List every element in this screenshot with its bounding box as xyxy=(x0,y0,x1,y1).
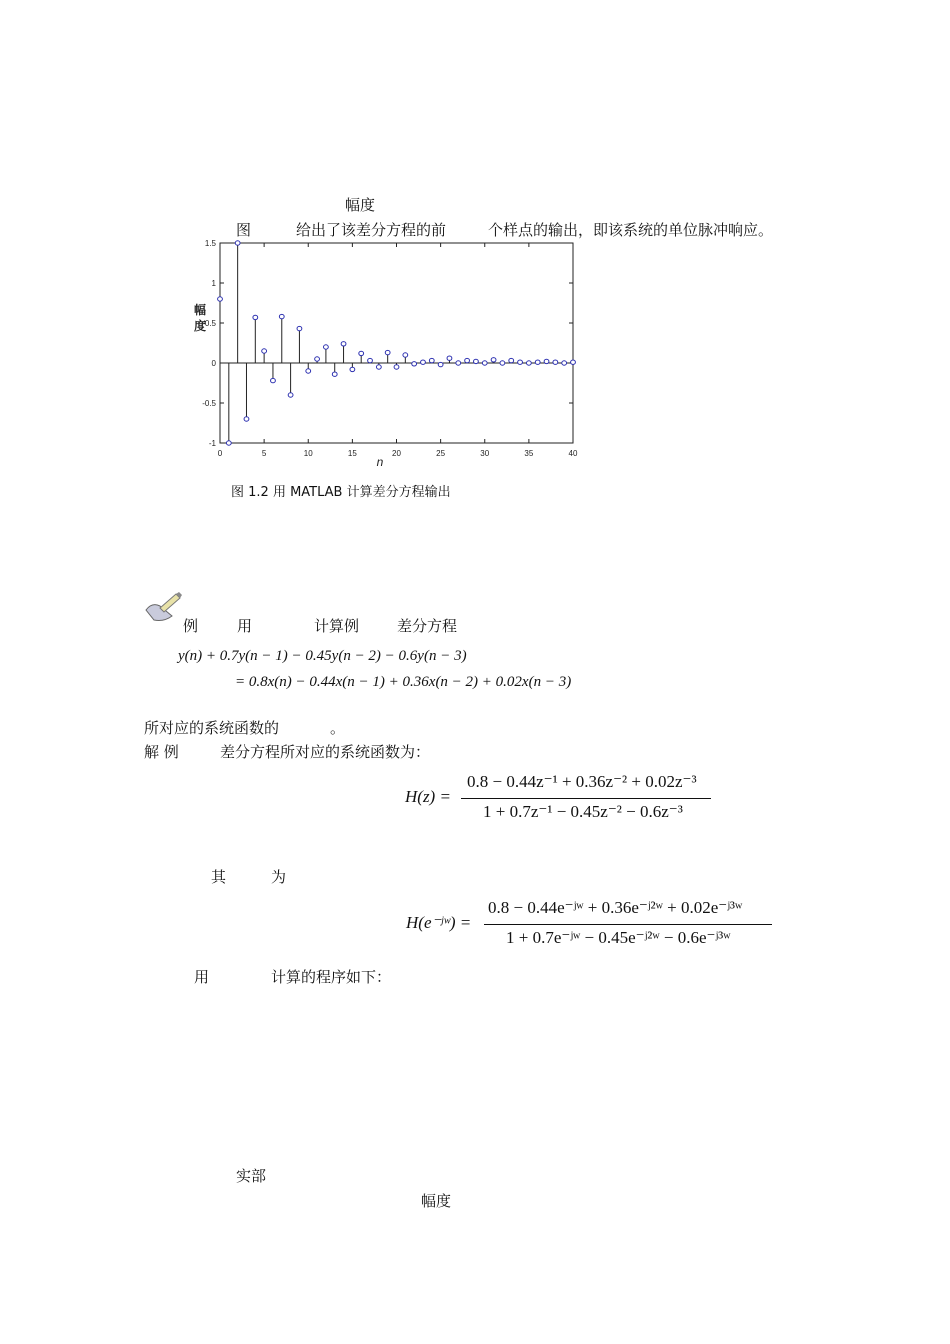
x-tick-label: 25 xyxy=(436,449,446,458)
x-tick-label: 10 xyxy=(303,449,313,458)
stem-marker xyxy=(288,393,293,397)
stem-marker xyxy=(500,361,505,365)
stem-marker xyxy=(244,417,249,421)
equation-line1: y(n) + 0.7y(n − 1) − 0.45y(n − 2) − 0.6y(n − 3) xyxy=(178,648,467,664)
stem-marker xyxy=(271,378,276,382)
stem-marker xyxy=(279,314,284,318)
stem-marker xyxy=(553,360,558,364)
hw-denominator: 1 + 0.7e⁻ʲʷ − 0.45e⁻ʲ²ʷ − 0.6e⁻ʲ³ʷ xyxy=(506,928,731,947)
stem-marker xyxy=(403,353,408,357)
top-label: 幅度 xyxy=(345,196,376,214)
program-label: 计算的程序如下： xyxy=(271,968,392,986)
example-calc: 计算例 xyxy=(314,617,360,635)
x-tick-label: 15 xyxy=(347,449,357,458)
hz-formula xyxy=(405,770,715,826)
stem-marker xyxy=(447,356,452,360)
y-tick-label: -0.5 xyxy=(202,399,216,408)
stem-marker xyxy=(235,241,240,245)
intro-part1: 图 xyxy=(236,221,252,239)
stem-marker xyxy=(394,365,399,369)
stem-marker xyxy=(332,372,337,376)
bottom-label: 幅度 xyxy=(421,1192,452,1210)
x-tick-label: 20 xyxy=(392,449,401,458)
stem-marker xyxy=(526,361,531,365)
equation-line2: = 0.8x(n) − 0.44x(n − 1) + 0.36x(n − 2) + 0.02x(n − 3) xyxy=(235,674,572,690)
stem-marker xyxy=(218,297,223,301)
stem-marker xyxy=(376,365,381,369)
x-tick-label: 40 xyxy=(568,449,578,458)
x-axis-label: n xyxy=(376,455,384,469)
stem-marker xyxy=(368,358,373,362)
system-function-line: 所对应的系统函数的 xyxy=(144,719,280,737)
pen-icon xyxy=(142,592,184,630)
svg-text:幅: 幅 xyxy=(194,303,207,317)
x-tick-label: 5 xyxy=(261,449,267,458)
figure-caption: 图 1.2 用 MATLAB 计算差分方程输出 xyxy=(231,485,451,500)
stem-marker xyxy=(297,326,302,330)
stem-marker xyxy=(324,345,329,349)
stem-marker xyxy=(482,361,487,365)
stem-marker xyxy=(350,367,355,371)
stem-marker xyxy=(562,361,567,365)
hz-lhs: H(z) = xyxy=(405,787,451,806)
stem-marker xyxy=(491,358,496,362)
y-tick-label: 0 xyxy=(211,359,216,368)
solution-label: 解 例 xyxy=(144,743,179,761)
y-tick-label: -1 xyxy=(208,439,216,448)
hw-numerator: 0.8 − 0.44e⁻ʲʷ + 0.36e⁻ʲ²ʷ + 0.02e⁻ʲ³ʷ xyxy=(488,898,743,917)
stem-marker xyxy=(306,369,311,373)
wei-label: 为 xyxy=(271,868,287,886)
stem-marker xyxy=(571,360,576,364)
stem-marker xyxy=(359,351,364,355)
stem-marker xyxy=(535,360,540,364)
stem-marker xyxy=(438,362,443,366)
stem-marker xyxy=(385,350,390,354)
stem-marker xyxy=(509,358,514,362)
stem-marker xyxy=(421,360,426,364)
qi-label: 其 xyxy=(211,868,227,886)
stem-marker xyxy=(262,349,267,353)
period-mark: 。 xyxy=(330,719,346,737)
example-use: 用 xyxy=(237,617,253,635)
stem-marker xyxy=(456,361,461,365)
solution-text: 差分方程所对应的系统函数为： xyxy=(220,743,431,761)
hw-formula xyxy=(406,896,776,952)
stem-marker xyxy=(544,359,549,363)
svg-text:度: 度 xyxy=(194,319,207,333)
real-part-label: 实部 xyxy=(236,1167,267,1185)
intro-part3: 个样点的输出，即该系统的单位脉冲响应。 xyxy=(488,221,774,239)
stem-marker xyxy=(465,358,470,362)
example-diff-eq: 差分方程 xyxy=(397,617,458,635)
stem-marker xyxy=(226,441,231,445)
example-label: 例 xyxy=(183,617,199,635)
hw-lhs: H(e⁻ʲʷ) = xyxy=(406,913,472,932)
stem-marker xyxy=(253,315,258,319)
x-tick-label: 0 xyxy=(217,449,223,458)
stem-marker xyxy=(341,342,346,346)
plot-frame xyxy=(220,243,573,443)
y-tick-label: 1.5 xyxy=(204,240,216,248)
hz-denominator: 1 + 0.7z⁻¹ − 0.45z⁻² − 0.6z⁻³ xyxy=(483,802,683,821)
stem-marker xyxy=(474,359,479,363)
y-axis-label xyxy=(194,302,206,333)
stem-marker xyxy=(412,362,417,366)
use-label: 用 xyxy=(194,968,210,986)
stem-marker xyxy=(518,360,523,364)
y-tick-label: 1 xyxy=(211,279,216,288)
stem-marker xyxy=(315,357,320,361)
intro-part2: 给出了该差分方程的前 xyxy=(296,221,447,239)
x-tick-label: 30 xyxy=(480,449,490,458)
stem-marker xyxy=(429,358,434,362)
y-tick-label: 0.5 xyxy=(204,319,216,328)
x-tick-label: 35 xyxy=(524,449,534,458)
hz-fraction-bar xyxy=(461,798,711,799)
hz-numerator: 0.8 − 0.44z⁻¹ + 0.36z⁻² + 0.02z⁻³ xyxy=(467,772,697,791)
hw-fraction-bar xyxy=(484,924,772,925)
stem-chart xyxy=(180,240,590,470)
